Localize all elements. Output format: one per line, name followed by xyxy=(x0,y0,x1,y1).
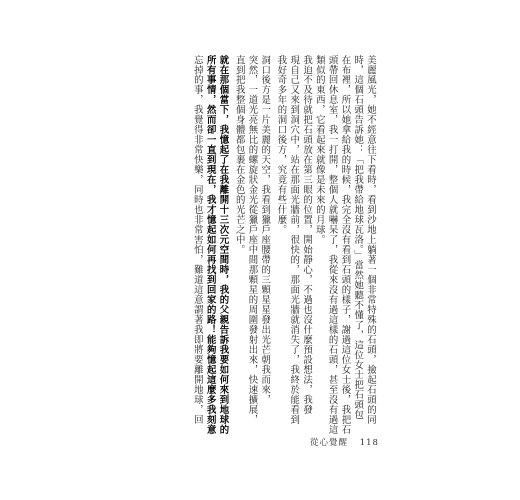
text-column: 突然，一道光亮無比的螺旋狀金光從獵戶座中間那顆星的周圍發射出來，快速擴展， xyxy=(246,55,258,425)
text-column: 我好奇多年的洞口後方，究竟有些什麼。 xyxy=(275,55,287,235)
text-column: 忘掉的事，我覺得非常快樂，同時也非常害怕，難道這意謂著我即將要離開地球，回 xyxy=(191,55,203,425)
page-footer xyxy=(310,436,387,448)
text-column: 直到把我整個身體都包裹在金色的光芒之中。 xyxy=(233,55,245,255)
text-column: 類似的東西，它看起來就像是未來的月球。 xyxy=(313,55,325,245)
text-column: 現自己又來到洞穴中，站在那面光牆前，很快的，那面光牆就消失了，我終於能看到 xyxy=(288,55,300,425)
running-title: 從心覺醒 xyxy=(310,438,349,448)
body-text xyxy=(191,55,376,435)
page-number: 118 xyxy=(359,438,379,448)
text-column: 在布裡，所以她拿給我的時候，我完全沒有看到石頭的樣子，謝過這位女士後，我把石 xyxy=(339,55,351,435)
text-column: 頭帶回休息室，我一打開，整個人就嚇呆了，我從來沒有過這樣的石頭，甚至沒有過這 xyxy=(326,55,338,435)
text-column: 美麗風光，她不經意往下看時，看到沙地上躺著一個非常特殊的石頭，撿起石頭的同 xyxy=(365,55,376,425)
text-column: 洞口後方是一片美麗的天空，我看到獵戶座腰帶的三顆星星發出光芒朝我而來， xyxy=(259,55,271,405)
text-column: 時，這個石頭告訴她：「把我帶給地球瓦洛。」當然她聽不懂了，這位女士把石頭包 xyxy=(352,55,364,420)
text-column: 所有事情，然而卻一直到現在，我才憶起如何再找到回家的路！能夠憶起這麼多我刻意 xyxy=(204,55,216,435)
text-column: 就在那個當下，我憶起了在我離開十三次元空間時，我的父親告訴我要如何來到地球的 xyxy=(217,55,229,435)
text-column: 我迫不及待就把石頭放在第三眼的位置，開始靜心，不過也沒什麼預設想法，我發 xyxy=(301,55,313,415)
